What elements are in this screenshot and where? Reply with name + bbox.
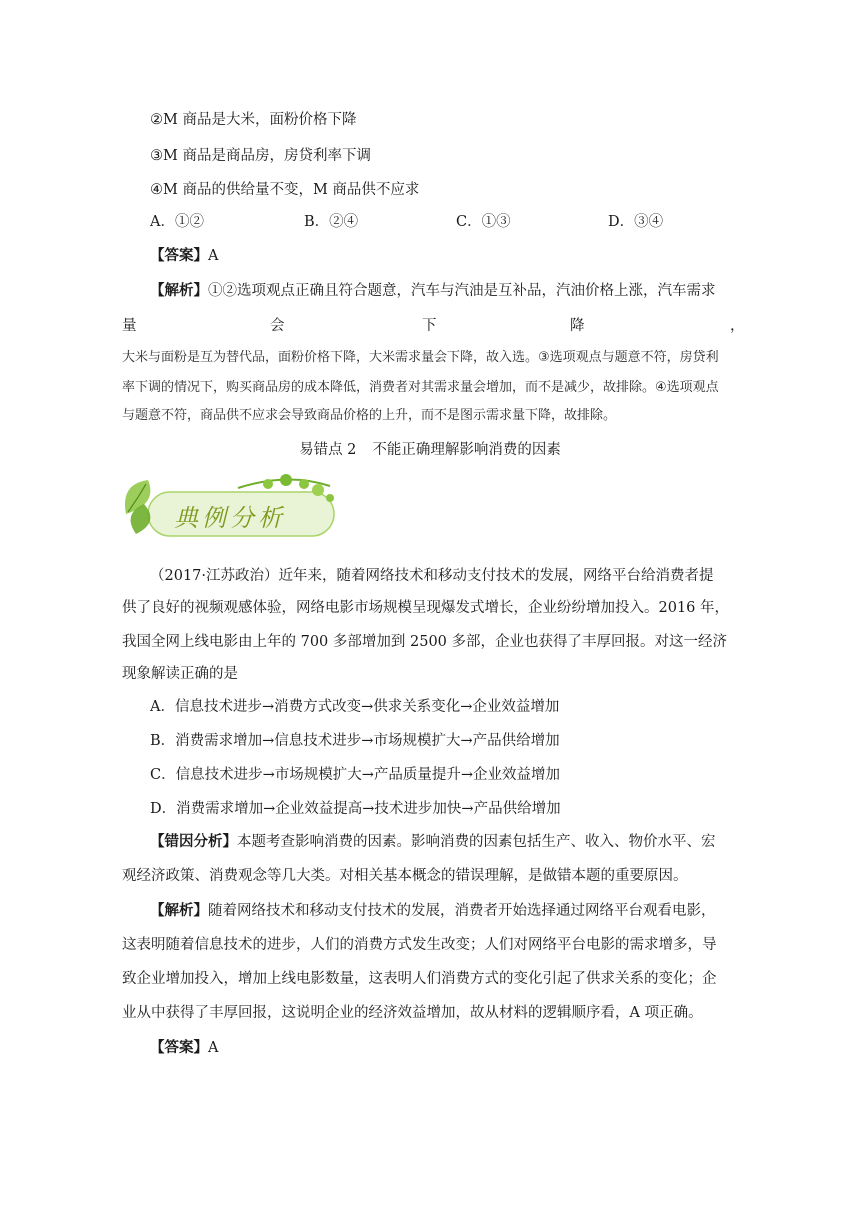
question-option-a: A．信息技术进步→消费方式改变→供求关系变化→企业效益增加 <box>150 699 560 715</box>
answer-2-value: A <box>208 1040 219 1056</box>
answer-1 <box>150 246 218 266</box>
choice-row <box>150 212 750 234</box>
spread-char-4: 降 <box>570 318 585 334</box>
question-line-3: 我国全网上线电影由上年的 700 多部增加到 2500 多部，企业也获得了丰厚回报。对这一经济 <box>122 634 728 650</box>
answer-1-label: 【答案】 <box>150 247 208 264</box>
option-4-text: ④M 商品的供给量不变，M 商品供不应求 <box>150 182 420 198</box>
analysis-1-text: ①②选项观点正确且符合题意，汽车与汽油是互补品，汽油价格上涨，汽车需求 <box>208 283 716 299</box>
error-analysis-line-2: 观经济政策、消费观念等几大类。对相关基本概念的错误理解，是做错本题的重要原因。 <box>122 868 688 884</box>
example-analysis-banner <box>118 474 340 544</box>
banner-title: 典例分析 <box>174 504 286 532</box>
answer-2 <box>150 1038 218 1058</box>
answer-1-value: A <box>208 248 219 264</box>
choice-d: D．③④ <box>608 214 664 230</box>
analysis-2-label: 【解析】 <box>150 902 208 919</box>
spread-char-1: 量 <box>122 318 137 334</box>
analysis-1-line-4: 率下调的情况下，购买商品房的成本降低，消费者对其需求量会增加，而不是减少，故排除。④选项观点 <box>122 380 719 395</box>
analysis-1-line-1 <box>150 281 716 301</box>
option-2-text: ②M 商品是大米，面粉价格下降 <box>150 112 357 128</box>
spread-char-2: 会 <box>270 318 285 334</box>
analysis-1-line-3: 大米与面粉是互为替代品，面粉价格下降，大米需求量会下降，故入选。③选项观点与题意不符，房贷利 <box>122 350 719 365</box>
analysis-1-label: 【解析】 <box>150 282 208 299</box>
question-option-c: C．信息技术进步→市场规模扩大→产品质量提升→企业效益增加 <box>150 767 561 783</box>
question-option-d: D．消费需求增加→企业效益提高→技术进步加快→产品供给增加 <box>150 801 561 817</box>
analysis-2-line-4: 业从中获得了丰厚回报，这说明企业的经济效益增加，故从材料的逻辑顺序看，A 项正确。 <box>122 1005 703 1021</box>
spread-char-5: ， <box>730 318 745 334</box>
option-3-text: ③M 商品是商品房，房贷利率下调 <box>150 148 371 164</box>
choice-b: B．②④ <box>304 214 359 230</box>
analysis-2-line-1 <box>150 901 716 921</box>
error-analysis-text: 本题考查影响消费的因素。影响消费的因素包括生产、收入、物价水平、宏 <box>237 834 716 850</box>
error-analysis-label: 【错因分析】 <box>150 833 237 850</box>
question-line-1: （2017·江苏政治）近年来，随着网络技术和移动支付技术的发展，网络平台给消费者提 <box>150 568 714 584</box>
analysis-1-line-5: 与题意不符，商品供不应求会导致商品价格的上升，而不是图示需求量下降，故排除。 <box>122 408 617 423</box>
error-analysis-line-1 <box>150 832 716 852</box>
analysis-2-line-2: 这表明随着信息技术的进步，人们的消费方式发生改变；人们对网络平台电影的需求增多，导 <box>122 937 717 953</box>
analysis-2-line-3: 致企业增加投入，增加上线电影数量，这表明人们消费方式的变化引起了供求关系的变化；企 <box>122 971 717 987</box>
choice-a: A．①② <box>150 214 204 230</box>
section-heading-title: 不能正确理解影响消费的因素 <box>372 442 561 458</box>
question-line-2: 供了良好的视频观感体验，网络电影市场规模呈现爆发式增长，企业纷纷增加投入。2016 年， <box>122 600 730 616</box>
spread-char-3: 下 <box>422 318 437 334</box>
section-heading <box>0 440 860 460</box>
section-heading-number: 易错点 2 <box>299 442 357 458</box>
question-option-b: B．消费需求增加→信息技术进步→市场规模扩大→产品供给增加 <box>150 733 560 749</box>
analysis-1-spread-line <box>122 314 745 336</box>
answer-2-label: 【答案】 <box>150 1039 208 1056</box>
question-line-4: 现象解读正确的是 <box>122 666 238 682</box>
choice-c: C．①③ <box>456 214 511 230</box>
analysis-2-text: 随着网络技术和移动支付技术的发展，消费者开始选择通过网络平台观看电影， <box>208 903 716 919</box>
